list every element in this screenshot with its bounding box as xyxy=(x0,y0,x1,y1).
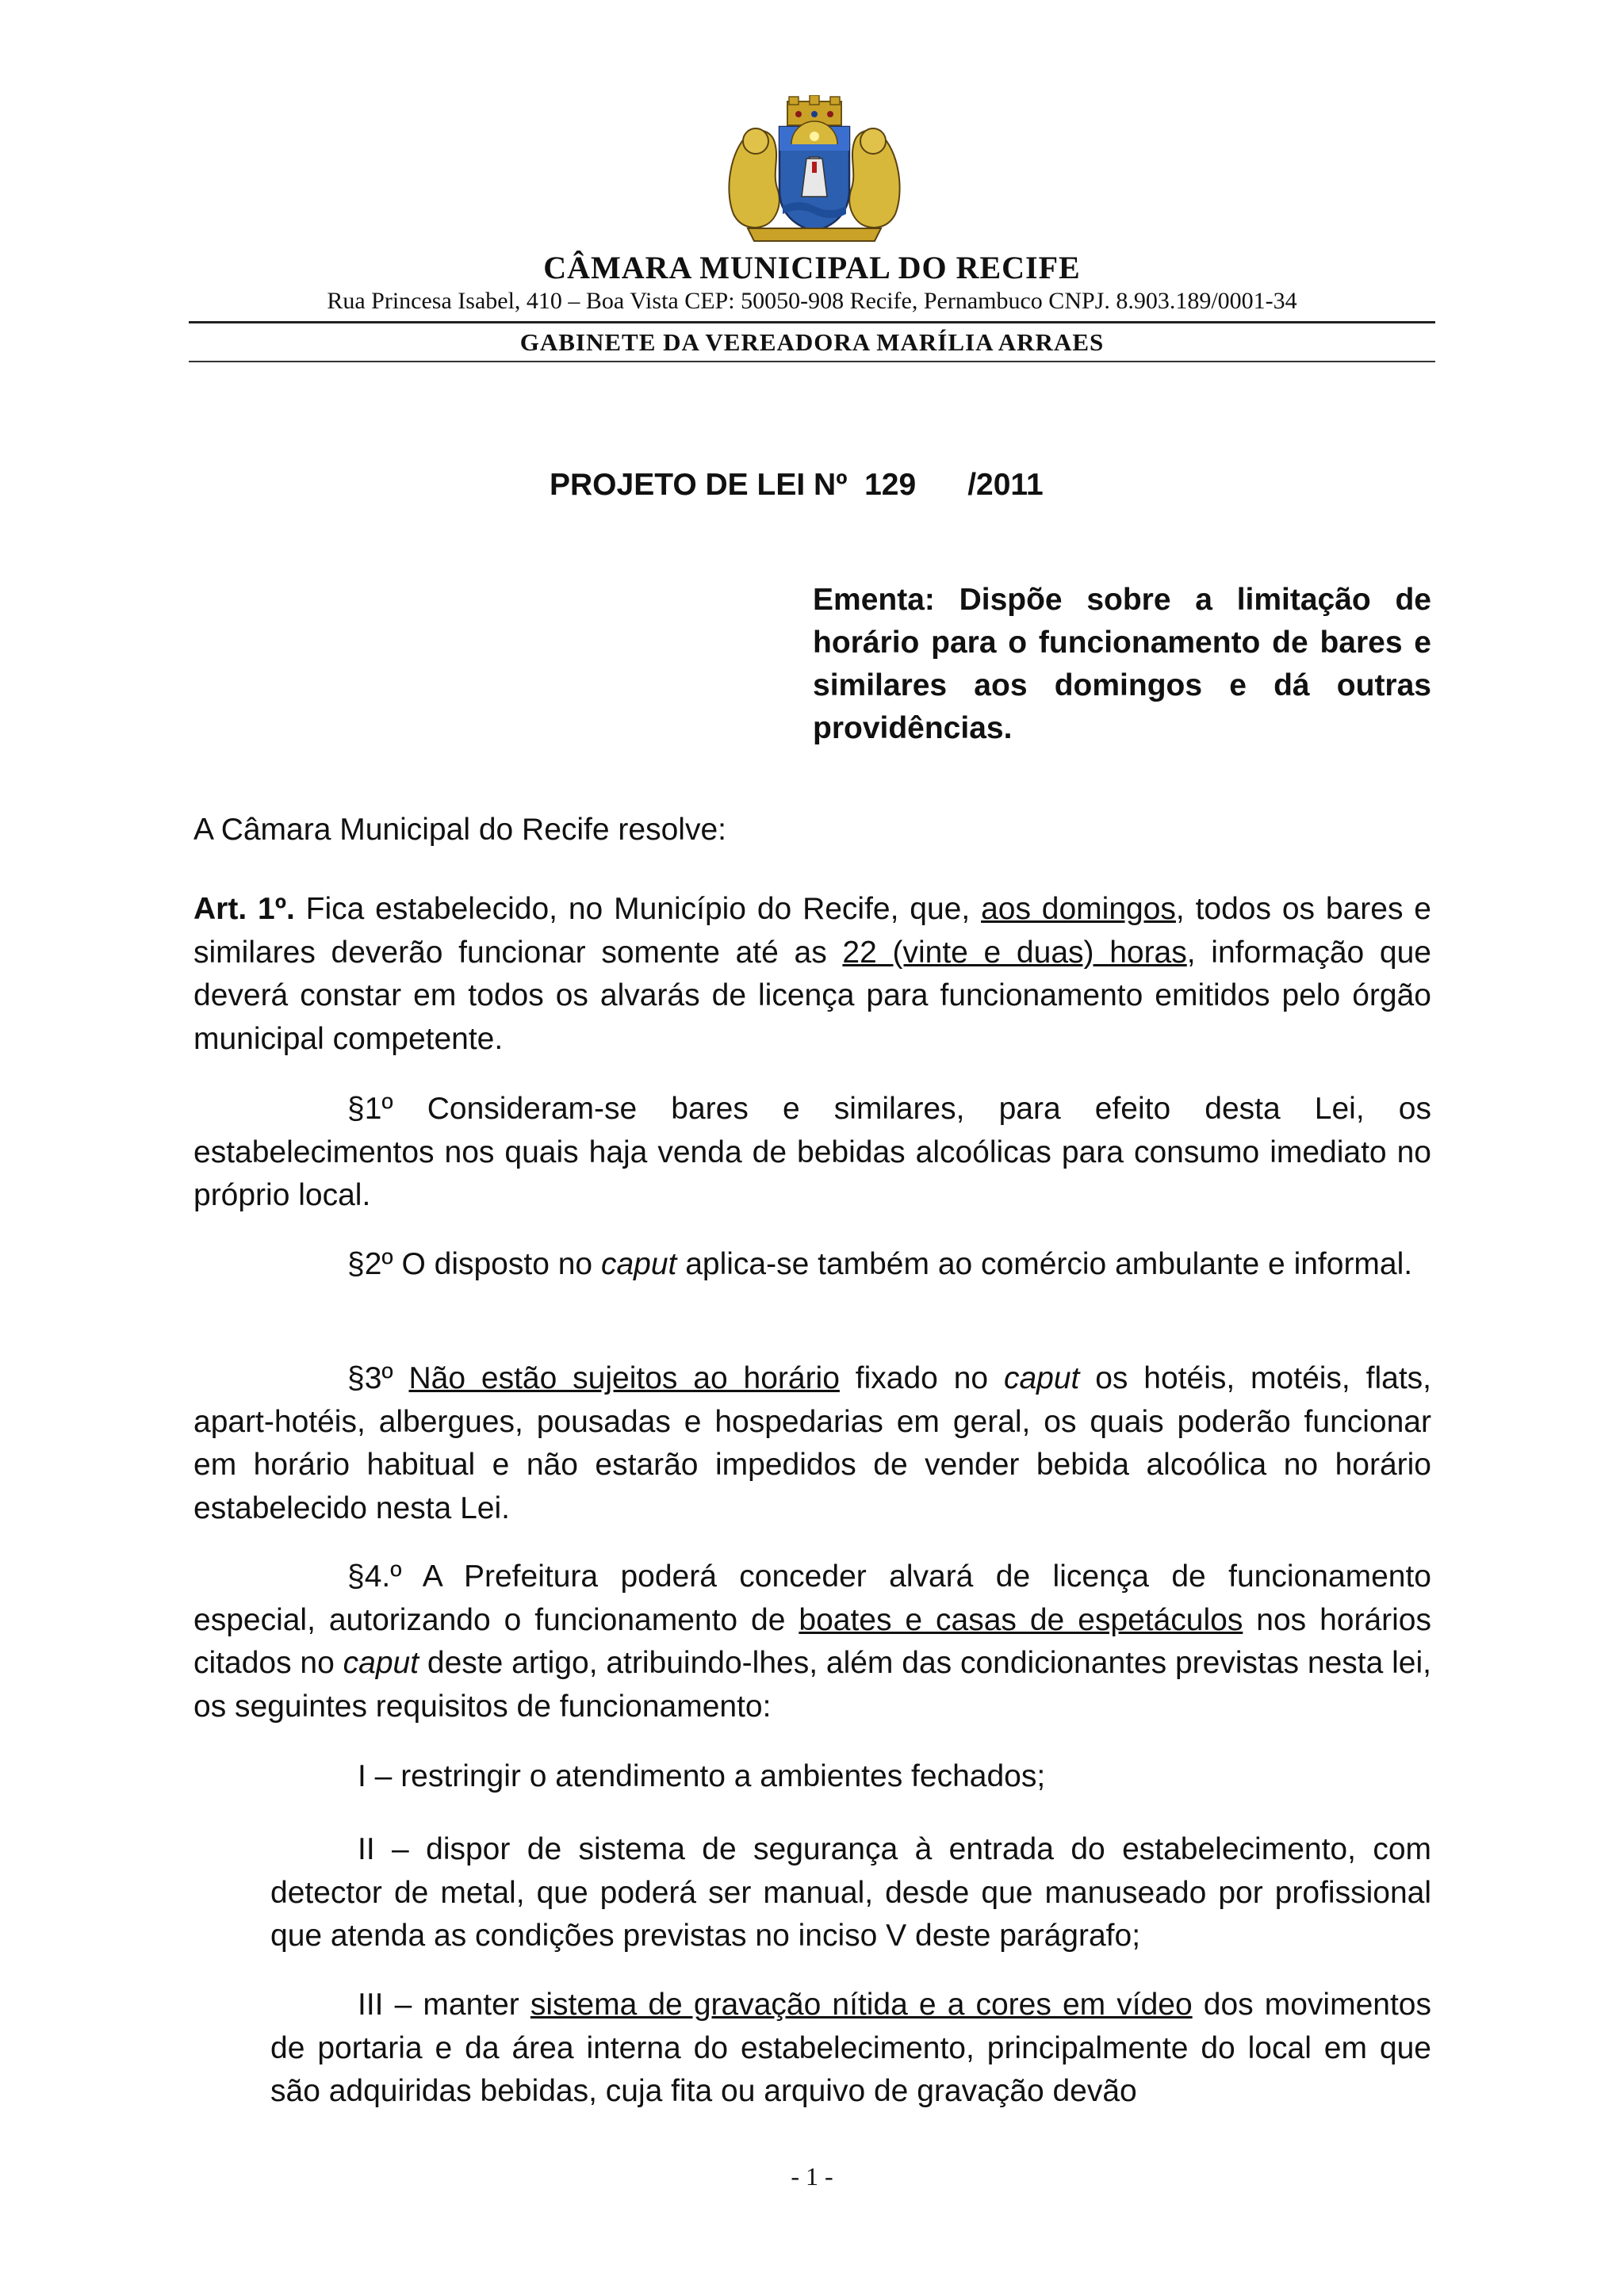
paragraph-3-text: §3º Não estão sujeitos ao horário fixado no caput os hotéis, motéis, flats, apart-hotéis, albergues, pousadas e hospedarias em geral, os quais poderão funcionar em horário habitual e não estarão impedidos de vender bebida alcoólica no horário estabelecido nesta Lei. xyxy=(193,1361,1431,1525)
underlined-video-recording: sistema de gravação nítida e a cores em vídeo xyxy=(530,1988,1193,2022)
article-1-text: Art. 1º. Fica estabelecido, no Município do Recife, que, aos domingos, todos os bares e similares deverão funcionar somente até as 22 (vinte e duas) horas, informação que deverá constar em todos os alvarás de licença para funcionamento emitidos pelo órgão municipal competente. xyxy=(193,892,1431,1056)
article-1-label: Art. 1º. xyxy=(193,892,295,926)
bill-number: 129 xyxy=(864,468,917,502)
page-number: - 1 - xyxy=(791,2162,833,2191)
institution-address: Rua Princesa Isabel, 410 – Boa Vista CEP: 50050-908 Recife, Pernambuco CNPJ. 8.903.189/0001-34 xyxy=(327,288,1297,314)
header-divider-top xyxy=(189,321,1435,323)
paragraph-4-text: §4.º A Prefeitura poderá conceder alvará de licença de funcionamento especial, autorizando o funcionamento de boates e casas de espetáculos nos horários citados no caput deste artigo, atribuindo-lhes, além das condicionantes previstas nesta lei, os seguintes requisitos de funcionamento: xyxy=(193,1559,1431,1724)
header-divider-bottom xyxy=(189,361,1435,362)
ementa-summary: Ementa: Dispõe sobre a limitação de horário para o funcionamento de bares e similares aos domingos e dá outras providências. xyxy=(813,583,1431,745)
inciso-3 xyxy=(193,1984,1431,2114)
coat-of-arms-icon xyxy=(716,95,913,246)
bill-year: /2011 xyxy=(967,468,1044,502)
paragraph-1-text: §1º Consideram-se bares e similares, para efeito desta Lei, os estabelecimentos nos quais haja venda de bebidas alcoólicas para consumo imediato no próprio local. xyxy=(193,1092,1431,1212)
bill-title-prefix: PROJETO DE LEI Nº xyxy=(550,468,848,502)
caput-term: caput xyxy=(343,1646,419,1680)
office-name: GABINETE DA VEREADORA MARÍLIA ARRAES xyxy=(519,328,1105,356)
inciso-1 xyxy=(193,1755,1431,1799)
underlined-not-subject: Não estão sujeitos ao horário xyxy=(408,1361,840,1395)
inciso-3-text: III – manter sistema de gravação nítida e a cores em vídeo dos movimentos de portaria e da área interna do estabelecimento, principalmente do local em que são adquiridas bebidas, cuja fita ou arquivo de gravação devão xyxy=(270,1988,1431,2108)
paragraph-1 xyxy=(193,1088,1431,1218)
underlined-nightclubs: boates e casas de espetáculos xyxy=(799,1602,1243,1637)
preamble xyxy=(193,809,1431,852)
caput-term: caput xyxy=(1003,1361,1080,1395)
paragraph-2 xyxy=(193,1243,1431,1287)
article-1 xyxy=(193,888,1431,1061)
inciso-1-text: I – restringir o atendimento a ambientes fechados; xyxy=(358,1759,1046,1793)
preamble-text: A Câmara Municipal do Recife resolve: xyxy=(193,813,726,847)
underlined-hours: 22 (vinte e duas) horas xyxy=(842,935,1187,970)
institution-name: CÂMARA MUNICIPAL DO RECIFE xyxy=(543,250,1081,285)
paragraph-4 xyxy=(193,1556,1431,1728)
inciso-2 xyxy=(193,1828,1431,1958)
paragraph-2-text: §2º O disposto no caput aplica-se também ao comércio ambulante e informal. xyxy=(347,1247,1413,1281)
inciso-2-text: II – dispor de sistema de segurança à entrada do estabelecimento, com detector de metal, que poderá ser manual, desde que manuseado por profissional que atenda as condições previstas no inciso V deste parágrafo; xyxy=(270,1832,1431,1953)
paragraph-3 xyxy=(193,1357,1431,1530)
caput-term: caput xyxy=(600,1247,677,1281)
bill-title xyxy=(550,468,1044,503)
underlined-sundays: aos domingos xyxy=(981,892,1176,926)
